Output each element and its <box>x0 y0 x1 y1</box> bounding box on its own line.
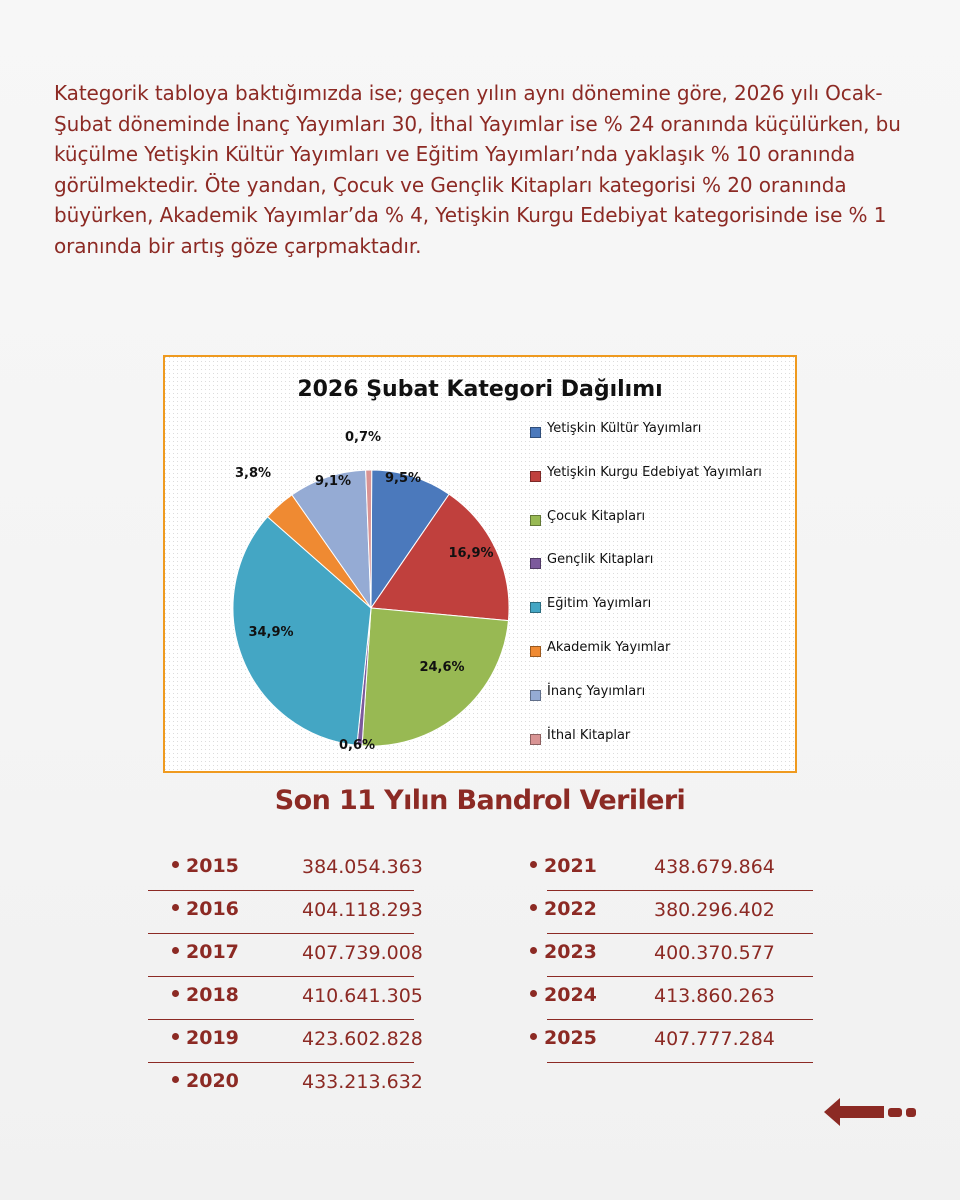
legend-entry <box>530 421 800 465</box>
bandrol-value: 410.641.305 <box>302 985 423 1007</box>
bandrol-value: 384.054.363 <box>302 856 423 878</box>
legend-swatch <box>530 515 541 526</box>
year-label: 2018 <box>186 984 239 1006</box>
legend-label: İthal Kitaplar <box>547 727 631 743</box>
year-label: 2019 <box>186 1027 239 1049</box>
legend-swatch <box>530 646 541 657</box>
legend-label: Eğitim Yayımları <box>547 596 652 612</box>
table-row <box>544 848 813 891</box>
bullet-icon <box>172 990 179 997</box>
bullet-icon <box>530 990 537 997</box>
chart-title: 2026 Şubat Kategori Dağılımı <box>297 377 663 402</box>
bullet-icon <box>530 861 537 868</box>
data-label: 9,5% <box>384 471 422 486</box>
year-label: 2022 <box>544 898 597 920</box>
legend-entry <box>530 509 800 553</box>
year-label: 2017 <box>186 941 239 963</box>
legend-entry <box>530 728 800 772</box>
legend-entry <box>530 465 800 509</box>
legend-label: Çocuk Kitapları <box>547 508 646 524</box>
bandrol-value: 380.296.402 <box>654 899 775 921</box>
bullet-icon <box>172 861 179 868</box>
bullet-icon <box>172 904 179 911</box>
table-row <box>544 891 813 934</box>
legend-entry <box>530 552 800 596</box>
year-label: 2023 <box>544 941 597 963</box>
data-label: 3,8% <box>234 466 272 481</box>
chart-legend <box>530 421 800 771</box>
table-row <box>544 1020 813 1063</box>
bullet-icon <box>172 1076 179 1083</box>
data-label: 24,6% <box>419 660 465 675</box>
table-row <box>148 1063 423 1106</box>
legend-entry <box>530 596 800 640</box>
legend-label: İnanç Yayımları <box>547 683 646 699</box>
bandrol-value: 438.679.864 <box>654 856 775 878</box>
legend-swatch <box>530 558 541 569</box>
legend-swatch <box>530 471 541 482</box>
legend-swatch <box>530 427 541 438</box>
legend-label: Gençlik Kitapları <box>547 552 654 568</box>
bandrol-value: 404.118.293 <box>302 899 423 921</box>
table-row <box>148 848 423 891</box>
bandrol-column-right <box>544 848 813 1063</box>
bandrol-title: Son 11 Yılın Bandrol Verileri <box>274 785 686 816</box>
data-label: 34,9% <box>248 625 294 640</box>
bandrol-value: 407.739.008 <box>302 942 423 964</box>
bullet-icon <box>530 904 537 911</box>
bullet-icon <box>530 1033 537 1040</box>
data-label: 9,1% <box>314 474 352 489</box>
bandrol-value: 433.213.632 <box>302 1071 423 1093</box>
bullet-icon <box>172 947 179 954</box>
bandrol-value: 413.860.263 <box>654 985 775 1007</box>
intro-paragraph: Kategorik tabloya baktığımızda ise; geçen yılın aynı dönemine göre, 2026 yılı Ocak-Şubat döneminde İnanç Yayımları 30, İthal Yayımlar ise % 24 oranında küçülürken, bu küçülme Yetişkin Kültür Yayımları ve Eğitim Yayımları’nda yaklaşık % 10 oranında görülmektedir. Öte yandan, Çocuk ve Gençlik Kitapları kategorisi % 20 oranında büyürken, Akademik Yayımlar’da % 4, Yetişkin Kurgu Edebiyat kategorisinde ise % 1 oranında bir artış göze çarpmaktadır. <box>54 81 901 258</box>
legend-swatch <box>530 602 541 613</box>
year-label: 2015 <box>186 855 239 877</box>
legend-swatch <box>530 734 541 745</box>
data-label: 16,9% <box>448 546 494 561</box>
data-label: 0,7% <box>344 430 382 445</box>
legend-label: Akademik Yayımlar <box>547 639 671 655</box>
legend-label: Yetişkin Kültür Yayımları <box>547 421 702 436</box>
legend-entry <box>530 684 800 728</box>
year-label: 2016 <box>186 898 239 920</box>
table-row <box>148 977 423 1020</box>
table-row <box>148 1020 423 1063</box>
legend-label: Yetişkin Kurgu Edebiyat Yayımları <box>547 464 762 480</box>
legend-swatch <box>530 690 541 701</box>
bullet-icon <box>172 1033 179 1040</box>
table-row <box>148 891 423 934</box>
year-label: 2020 <box>186 1070 239 1092</box>
table-row <box>544 977 813 1020</box>
year-label: 2025 <box>544 1027 597 1049</box>
bandrol-value: 407.777.284 <box>654 1028 775 1050</box>
year-label: 2021 <box>544 855 597 877</box>
bandrol-value: 400.370.577 <box>654 942 775 964</box>
table-row <box>544 934 813 977</box>
bandrol-column-left <box>148 848 423 1106</box>
table-row <box>148 934 423 977</box>
data-label: 0,6% <box>338 738 376 753</box>
arrow-left-icon[interactable] <box>822 1094 918 1134</box>
year-label: 2024 <box>544 984 597 1006</box>
bandrol-value: 423.602.828 <box>302 1028 423 1050</box>
legend-entry <box>530 640 800 684</box>
bullet-icon <box>530 947 537 954</box>
